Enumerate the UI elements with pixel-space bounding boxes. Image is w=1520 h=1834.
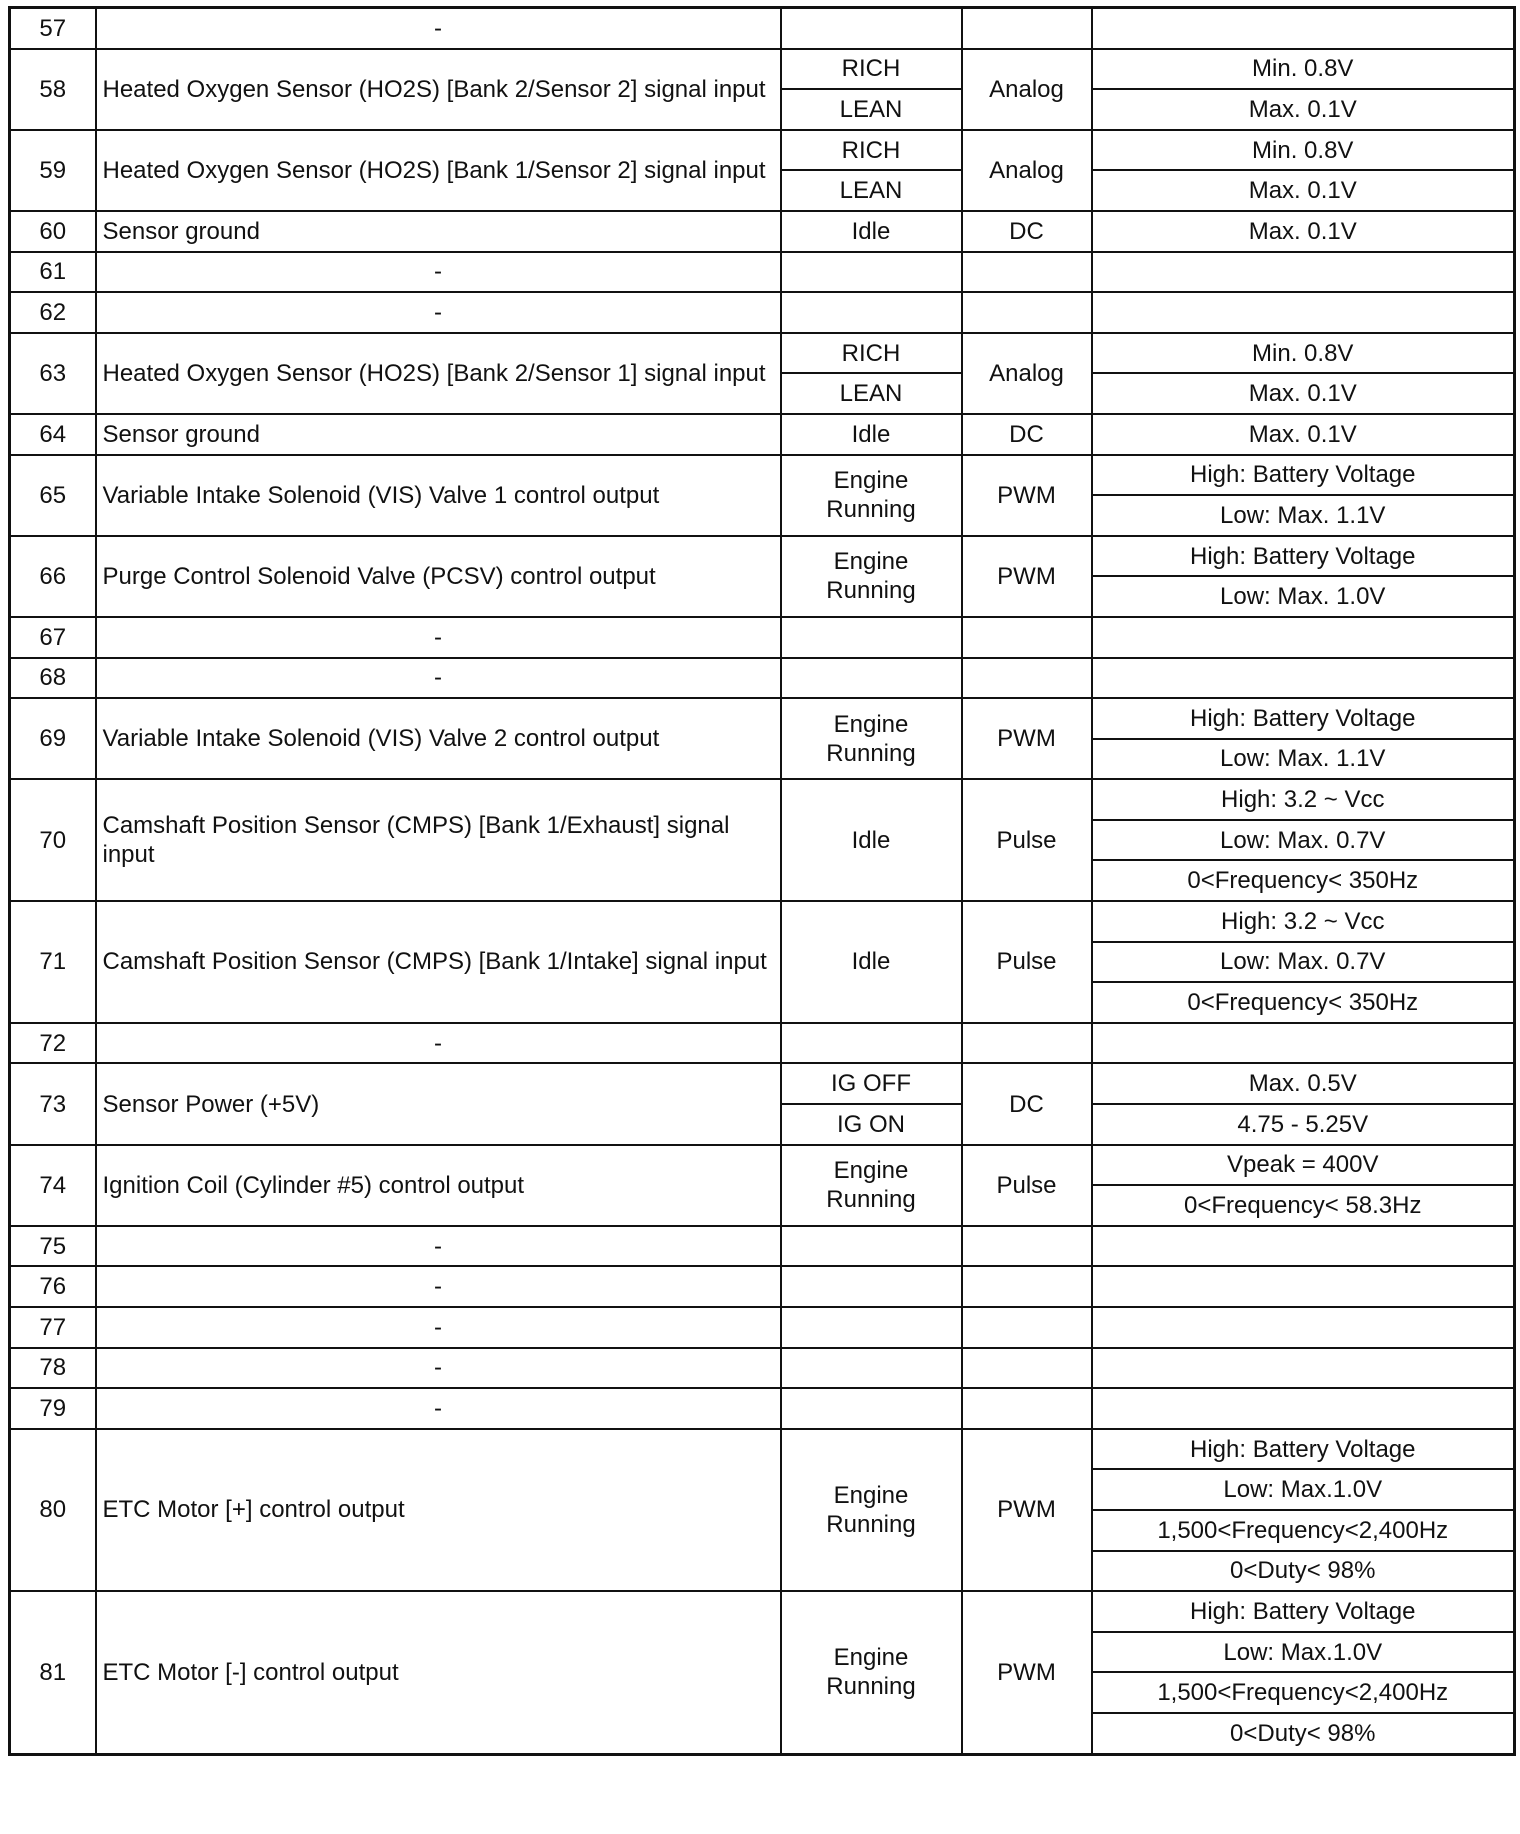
signal-level bbox=[1092, 1307, 1515, 1348]
signal-level: Low: Max. 1.0V bbox=[1092, 576, 1515, 617]
table-row bbox=[10, 414, 1515, 455]
pin-number: 59 bbox=[10, 130, 96, 211]
pin-description-unused: - bbox=[96, 1307, 781, 1348]
signal-level: Max. 0.5V bbox=[1092, 1063, 1515, 1104]
signal-type bbox=[962, 252, 1092, 293]
pin-description-unused: - bbox=[96, 1266, 781, 1307]
pin-number: 68 bbox=[10, 658, 96, 699]
signal-level bbox=[1092, 1023, 1515, 1064]
signal-level: 0<Duty< 98% bbox=[1092, 1551, 1515, 1592]
table-row bbox=[10, 252, 1515, 293]
signal-level: Max. 0.1V bbox=[1092, 211, 1515, 252]
signal-level: High: Battery Voltage bbox=[1092, 698, 1515, 739]
signal-level: Max. 0.1V bbox=[1092, 373, 1515, 414]
pin-number: 70 bbox=[10, 779, 96, 901]
pin-condition bbox=[781, 8, 962, 49]
signal-level: Low: Max.1.0V bbox=[1092, 1469, 1515, 1510]
signal-level: 1,500<Frequency<2,400Hz bbox=[1092, 1510, 1515, 1551]
pin-condition bbox=[781, 658, 962, 699]
table-row bbox=[10, 1023, 1515, 1064]
signal-type bbox=[962, 8, 1092, 49]
pin-number: 71 bbox=[10, 901, 96, 1023]
pin-condition: IG OFF bbox=[781, 1063, 962, 1104]
pin-number: 72 bbox=[10, 1023, 96, 1064]
pin-number: 75 bbox=[10, 1226, 96, 1267]
pin-description: Heated Oxygen Sensor (HO2S) [Bank 2/Sensor 1] signal input bbox=[96, 333, 781, 414]
table-row bbox=[10, 658, 1515, 699]
table-row bbox=[10, 455, 1515, 496]
table-row bbox=[10, 1063, 1515, 1104]
signal-level: 0<Frequency< 350Hz bbox=[1092, 860, 1515, 901]
pin-description: Variable Intake Solenoid (VIS) Valve 2 control output bbox=[96, 698, 781, 779]
pin-condition: Engine Running bbox=[781, 1429, 962, 1591]
table-row bbox=[10, 1429, 1515, 1470]
pin-description: Heated Oxygen Sensor (HO2S) [Bank 2/Sensor 2] signal input bbox=[96, 49, 781, 130]
signal-level: High: 3.2 ~ Vcc bbox=[1092, 901, 1515, 942]
signal-type bbox=[962, 1388, 1092, 1429]
signal-type: DC bbox=[962, 414, 1092, 455]
signal-level bbox=[1092, 1226, 1515, 1267]
signal-level: 1,500<Frequency<2,400Hz bbox=[1092, 1672, 1515, 1713]
signal-level: High: 3.2 ~ Vcc bbox=[1092, 779, 1515, 820]
pin-condition: LEAN bbox=[781, 89, 962, 130]
table-row bbox=[10, 617, 1515, 658]
pin-description: Sensor ground bbox=[96, 414, 781, 455]
pin-description: Camshaft Position Sensor (CMPS) [Bank 1/Intake] signal input bbox=[96, 901, 781, 1023]
signal-type bbox=[962, 1348, 1092, 1389]
pin-condition: Engine Running bbox=[781, 455, 962, 536]
pin-condition bbox=[781, 252, 962, 293]
signal-level bbox=[1092, 617, 1515, 658]
signal-type bbox=[962, 617, 1092, 658]
pin-condition: Idle bbox=[781, 779, 962, 901]
signal-type: Pulse bbox=[962, 1145, 1092, 1226]
signal-level: High: Battery Voltage bbox=[1092, 1429, 1515, 1470]
pin-condition bbox=[781, 1266, 962, 1307]
pin-description: ETC Motor [-] control output bbox=[96, 1591, 781, 1754]
pin-condition bbox=[781, 1023, 962, 1064]
signal-type: PWM bbox=[962, 1591, 1092, 1754]
pin-condition: LEAN bbox=[781, 373, 962, 414]
pin-number: 77 bbox=[10, 1307, 96, 1348]
pin-condition: LEAN bbox=[781, 170, 962, 211]
table-row bbox=[10, 211, 1515, 252]
pin-condition bbox=[781, 1226, 962, 1267]
signal-type: PWM bbox=[962, 698, 1092, 779]
pin-condition: Engine Running bbox=[781, 698, 962, 779]
signal-level bbox=[1092, 292, 1515, 333]
pin-number: 69 bbox=[10, 698, 96, 779]
pin-condition: Idle bbox=[781, 901, 962, 1023]
pin-number: 60 bbox=[10, 211, 96, 252]
signal-level: Max. 0.1V bbox=[1092, 414, 1515, 455]
table-row bbox=[10, 8, 1515, 49]
signal-type: Pulse bbox=[962, 779, 1092, 901]
signal-level: 0<Frequency< 58.3Hz bbox=[1092, 1185, 1515, 1226]
signal-type: PWM bbox=[962, 455, 1092, 536]
pin-number: 76 bbox=[10, 1266, 96, 1307]
pin-number: 58 bbox=[10, 49, 96, 130]
pin-condition: Engine Running bbox=[781, 1145, 962, 1226]
signal-level: Low: Max. 0.7V bbox=[1092, 942, 1515, 983]
pin-description-unused: - bbox=[96, 658, 781, 699]
table-row bbox=[10, 1226, 1515, 1267]
pin-condition bbox=[781, 1388, 962, 1429]
signal-type: DC bbox=[962, 211, 1092, 252]
signal-level: Vpeak = 400V bbox=[1092, 1145, 1515, 1186]
pin-description: ETC Motor [+] control output bbox=[96, 1429, 781, 1591]
signal-type: Analog bbox=[962, 333, 1092, 414]
pin-description-unused: - bbox=[96, 8, 781, 49]
pin-condition: RICH bbox=[781, 130, 962, 171]
pin-description: Variable Intake Solenoid (VIS) Valve 1 control output bbox=[96, 455, 781, 536]
pin-description: Camshaft Position Sensor (CMPS) [Bank 1/Exhaust] signal input bbox=[96, 779, 781, 901]
pin-description-unused: - bbox=[96, 617, 781, 658]
signal-type bbox=[962, 1266, 1092, 1307]
pin-description: Sensor Power (+5V) bbox=[96, 1063, 781, 1144]
pin-condition: Engine Running bbox=[781, 536, 962, 617]
signal-type bbox=[962, 292, 1092, 333]
table-row bbox=[10, 292, 1515, 333]
pin-number: 63 bbox=[10, 333, 96, 414]
pin-condition: Engine Running bbox=[781, 1591, 962, 1754]
pin-number: 65 bbox=[10, 455, 96, 536]
pin-description: Ignition Coil (Cylinder #5) control output bbox=[96, 1145, 781, 1226]
pin-number: 61 bbox=[10, 252, 96, 293]
signal-level: Min. 0.8V bbox=[1092, 333, 1515, 374]
table-row bbox=[10, 698, 1515, 739]
signal-type bbox=[962, 1023, 1092, 1064]
pin-condition: RICH bbox=[781, 49, 962, 90]
pin-number: 66 bbox=[10, 536, 96, 617]
pin-number: 57 bbox=[10, 8, 96, 49]
pin-condition: Idle bbox=[781, 414, 962, 455]
signal-type: PWM bbox=[962, 536, 1092, 617]
table-row bbox=[10, 1388, 1515, 1429]
signal-level: 0<Duty< 98% bbox=[1092, 1713, 1515, 1754]
signal-level bbox=[1092, 1348, 1515, 1389]
pin-number: 79 bbox=[10, 1388, 96, 1429]
pin-number: 67 bbox=[10, 617, 96, 658]
signal-level bbox=[1092, 252, 1515, 293]
signal-level: Low: Max. 1.1V bbox=[1092, 739, 1515, 780]
signal-level: High: Battery Voltage bbox=[1092, 1591, 1515, 1632]
table-row bbox=[10, 536, 1515, 577]
signal-level: Min. 0.8V bbox=[1092, 49, 1515, 90]
signal-type: Pulse bbox=[962, 901, 1092, 1023]
signal-level: 4.75 - 5.25V bbox=[1092, 1104, 1515, 1145]
pin-description-unused: - bbox=[96, 252, 781, 293]
table-row bbox=[10, 1591, 1515, 1632]
signal-type bbox=[962, 658, 1092, 699]
signal-type: PWM bbox=[962, 1429, 1092, 1591]
signal-level: Max. 0.1V bbox=[1092, 170, 1515, 211]
pin-description: Sensor ground bbox=[96, 211, 781, 252]
table-row bbox=[10, 1266, 1515, 1307]
signal-level: Min. 0.8V bbox=[1092, 130, 1515, 171]
pin-description-unused: - bbox=[96, 1226, 781, 1267]
table-row bbox=[10, 779, 1515, 820]
table-row bbox=[10, 333, 1515, 374]
signal-level: 0<Frequency< 350Hz bbox=[1092, 982, 1515, 1023]
signal-level: Low: Max. 0.7V bbox=[1092, 820, 1515, 861]
signal-level bbox=[1092, 658, 1515, 699]
signal-level: High: Battery Voltage bbox=[1092, 536, 1515, 577]
pin-condition bbox=[781, 1348, 962, 1389]
signal-level bbox=[1092, 1266, 1515, 1307]
pin-condition: RICH bbox=[781, 333, 962, 374]
pin-condition: Idle bbox=[781, 211, 962, 252]
pin-description: Purge Control Solenoid Valve (PCSV) control output bbox=[96, 536, 781, 617]
pin-number: 80 bbox=[10, 1429, 96, 1591]
signal-level: High: Battery Voltage bbox=[1092, 455, 1515, 496]
signal-type: Analog bbox=[962, 49, 1092, 130]
pin-number: 73 bbox=[10, 1063, 96, 1144]
signal-type bbox=[962, 1226, 1092, 1267]
pin-description-unused: - bbox=[96, 292, 781, 333]
signal-level bbox=[1092, 8, 1515, 49]
table-row bbox=[10, 49, 1515, 90]
pin-condition bbox=[781, 617, 962, 658]
signal-level bbox=[1092, 1388, 1515, 1429]
table-row bbox=[10, 1145, 1515, 1186]
pin-description-unused: - bbox=[96, 1388, 781, 1429]
pin-table-wrapper bbox=[8, 6, 1513, 1756]
table-row bbox=[10, 1348, 1515, 1389]
table-row bbox=[10, 1307, 1515, 1348]
pin-condition bbox=[781, 292, 962, 333]
pin-description-unused: - bbox=[96, 1348, 781, 1389]
pin-condition bbox=[781, 1307, 962, 1348]
pin-table-body bbox=[10, 8, 1515, 1755]
ecm-pin-table bbox=[8, 6, 1516, 1756]
pin-number: 78 bbox=[10, 1348, 96, 1389]
pin-number: 81 bbox=[10, 1591, 96, 1754]
pin-condition: IG ON bbox=[781, 1104, 962, 1145]
table-row bbox=[10, 130, 1515, 171]
pin-number: 74 bbox=[10, 1145, 96, 1226]
signal-level: Low: Max. 1.1V bbox=[1092, 495, 1515, 536]
table-row bbox=[10, 901, 1515, 942]
signal-type: Analog bbox=[962, 130, 1092, 211]
signal-level: Max. 0.1V bbox=[1092, 89, 1515, 130]
pin-number: 64 bbox=[10, 414, 96, 455]
pin-description-unused: - bbox=[96, 1023, 781, 1064]
signal-level: Low: Max.1.0V bbox=[1092, 1632, 1515, 1673]
pin-description: Heated Oxygen Sensor (HO2S) [Bank 1/Sensor 2] signal input bbox=[96, 130, 781, 211]
pin-number: 62 bbox=[10, 292, 96, 333]
signal-type: DC bbox=[962, 1063, 1092, 1144]
signal-type bbox=[962, 1307, 1092, 1348]
